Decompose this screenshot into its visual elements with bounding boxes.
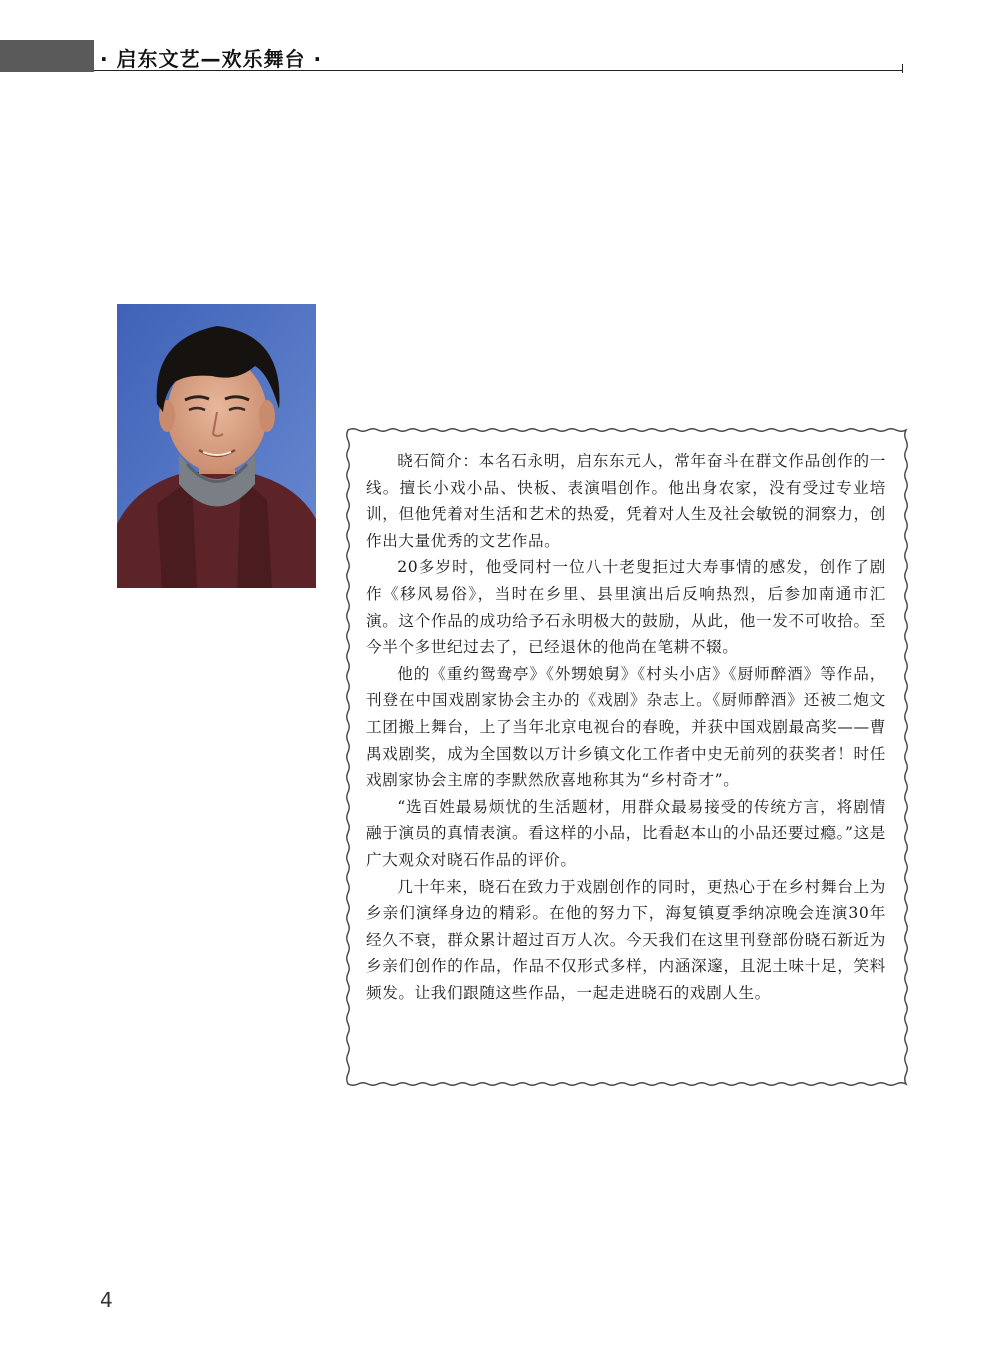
bio-text <box>366 448 886 1006</box>
portrait-photo <box>117 304 316 588</box>
bio-paragraph-works: 他的《重约鸳鸯亭》《外甥娘舅》《村头小店》《厨师醉酒》等作品，刊登在中国戏剧家协会主办的《戏剧》杂志上。《厨师醉酒》还被二炮文工团搬上舞台，上了当年北京电视台的春晚，并获中国戏剧最高奖——曹禺戏剧奖，成为全国数以万计乡镇文化工作者中史无前列的获奖者！时任戏剧家协会主席的李默然欣喜地称其为“乡村奇才”。 <box>366 664 886 790</box>
bio-box <box>344 426 910 1088</box>
bio-paragraph-intro: 晓石简介：本名石永明，启东东元人，常年奋斗在群文作品创作的一线。擅长小戏小品、快板、表演唱创作。他出身农家，没有受过专业培训，但他凭着对生活和艺术的热爱，凭着对人生及社会敏锐的洞察力，创作出大量优秀的文艺作品。 <box>366 452 886 550</box>
bio-paragraph-closing: 几十年来，晓石在致力于戏剧创作的同时，更热心于在乡村舞台上为乡亲们演绎身边的精彩。在他的努力下，海复镇夏季纳凉晚会连演30年经久不衰，群众累计超过百万人次。今天我们在这里刊登部份晓石新近为乡亲们创作的作品，作品不仅形式多样，内涵深邃，且泥土味十足，笑料频发。让我们跟随这些作品，一起走进晓石的戏剧人生。 <box>366 877 886 1002</box>
header-bar <box>0 40 94 72</box>
bio-paragraph-audience-quote: “选百姓最易烦忧的生活题材，用群众最易接受的传统方言，将剧情融于演员的真情表演。看这样的小品，比看赵本山的小品还要过瘾。”这是广大观众对晓石作品的评价。 <box>366 797 886 869</box>
header-rule <box>94 70 902 71</box>
header-rule-end <box>902 64 903 73</box>
page-number: 4 <box>100 1288 113 1312</box>
bio-paragraph-early-work: 20多岁时，他受同村一位八十老叟拒过大寿事情的感发，创作了剧作《移风易俗》，当时在乡里、县里演出后反响热烈，后参加南通市汇演。这个作品的成功给予石永明极大的鼓励，从此，他一发不可收拾。至今半个多世纪过去了，已经退休的他尚在笔耕不辍。 <box>366 558 886 657</box>
author-portrait <box>117 304 316 588</box>
section-title: · 启东文艺—欢乐舞台 · <box>100 46 323 71</box>
